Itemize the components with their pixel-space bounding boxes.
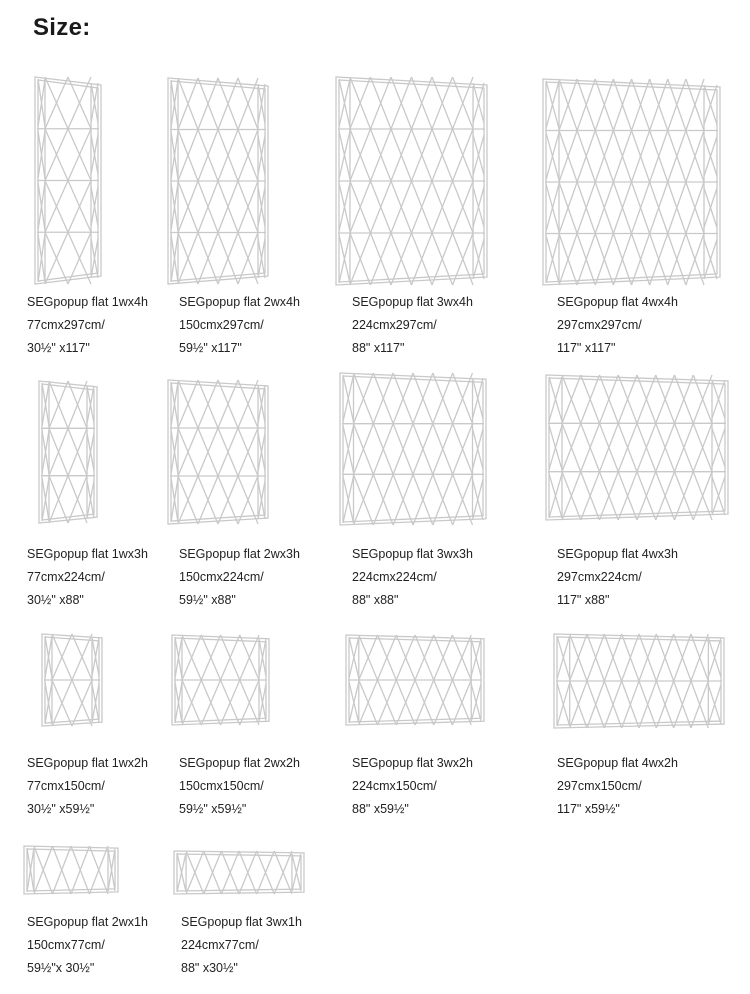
product-imperial-size: 117" x117": [557, 341, 616, 355]
frame-drawing: [338, 371, 488, 527]
product-metric-size: 77cmx224cm/: [27, 570, 105, 584]
product-imperial-size: 117" x88": [557, 593, 610, 607]
product-imperial-size: 30½" x59½": [27, 802, 95, 816]
product-imperial-size: 88" x117": [352, 341, 405, 355]
product-imperial-size: 30½" x117": [27, 341, 90, 355]
frame-drawing: [170, 633, 271, 727]
product-name: SEGpopup flat 2wx4h: [179, 295, 300, 309]
product-metric-size: 224cmx150cm/: [352, 779, 437, 793]
product-imperial-size: 88" x30½": [181, 961, 238, 975]
frame-drawing: [33, 75, 103, 286]
product-name: SEGpopup flat 4wx4h: [557, 295, 678, 309]
product-imperial-size: 117" x59½": [557, 802, 620, 816]
frame-lines: [166, 378, 270, 526]
frame-drawing: [166, 378, 270, 526]
product-metric-size: 297cmx297cm/: [557, 318, 642, 332]
product-caption: [27, 752, 148, 821]
product-metric-size: 224cmx77cm/: [181, 938, 259, 952]
frame-drawing: [22, 844, 120, 896]
frame-lines: [334, 75, 489, 287]
frame-drawing: [552, 632, 726, 730]
product-caption: [557, 291, 678, 360]
frame-drawing: [344, 633, 486, 727]
frame-drawing: [172, 849, 306, 896]
product-name: SEGpopup flat 1wx3h: [27, 547, 148, 561]
frame-lines: [37, 379, 99, 525]
product-imperial-size: 59½" x59½": [179, 802, 247, 816]
product-caption: [27, 291, 148, 360]
product-imperial-size: 88" x59½": [352, 802, 409, 816]
frame-lines: [33, 75, 103, 286]
frame-drawing: [166, 76, 270, 286]
product-metric-size: 77cmx297cm/: [27, 318, 105, 332]
product-caption: [352, 752, 473, 821]
product-name: SEGpopup flat 3wx4h: [352, 295, 473, 309]
product-caption: [27, 543, 148, 612]
product-metric-size: 297cmx224cm/: [557, 570, 642, 584]
product-metric-size: 150cmx297cm/: [179, 318, 264, 332]
frame-drawing: [40, 632, 104, 728]
product-caption: [179, 543, 300, 612]
product-imperial-size: 59½"x 30½": [27, 961, 95, 975]
product-metric-size: 150cmx77cm/: [27, 938, 105, 952]
product-name: SEGpopup flat 2wx2h: [179, 756, 300, 770]
frame-lines: [552, 632, 726, 730]
product-name: SEGpopup flat 2wx1h: [27, 915, 148, 929]
product-caption: [557, 752, 678, 821]
product-name: SEGpopup flat 3wx2h: [352, 756, 473, 770]
product-name: SEGpopup flat 3wx1h: [181, 915, 302, 929]
product-metric-size: 150cmx150cm/: [179, 779, 264, 793]
product-imperial-size: 30½" x88": [27, 593, 84, 607]
product-imperial-size: 59½" x117": [179, 341, 242, 355]
product-name: SEGpopup flat 4wx2h: [557, 756, 678, 770]
product-name: SEGpopup flat 4wx3h: [557, 547, 678, 561]
product-caption: [181, 911, 302, 980]
frame-drawing: [37, 379, 99, 525]
product-name: SEGpopup flat 2wx3h: [179, 547, 300, 561]
product-imperial-size: 59½" x88": [179, 593, 236, 607]
product-caption: [352, 543, 473, 612]
product-metric-size: 297cmx150cm/: [557, 779, 642, 793]
frame-lines: [40, 632, 104, 728]
frame-drawing: [541, 77, 722, 287]
frame-drawing: [544, 373, 730, 522]
frame-lines: [22, 844, 120, 896]
product-name: SEGpopup flat 1wx4h: [27, 295, 148, 309]
frame-drawing: [334, 75, 489, 287]
product-name: SEGpopup flat 1wx2h: [27, 756, 148, 770]
product-imperial-size: 88" x88": [352, 593, 399, 607]
product-metric-size: 150cmx224cm/: [179, 570, 264, 584]
product-metric-size: 224cmx224cm/: [352, 570, 437, 584]
frame-lines: [544, 373, 730, 522]
product-name: SEGpopup flat 3wx3h: [352, 547, 473, 561]
product-metric-size: 224cmx297cm/: [352, 318, 437, 332]
page-title: Size:: [33, 14, 91, 41]
product-caption: [27, 911, 148, 980]
frame-lines: [166, 76, 270, 286]
frame-lines: [170, 633, 271, 727]
product-metric-size: 77cmx150cm/: [27, 779, 105, 793]
frame-lines: [172, 849, 306, 896]
product-caption: [179, 752, 300, 821]
product-caption: [352, 291, 473, 360]
product-caption: [179, 291, 300, 360]
frame-lines: [344, 633, 486, 727]
product-caption: [557, 543, 678, 612]
frame-lines: [541, 77, 722, 287]
frame-lines: [338, 371, 488, 527]
